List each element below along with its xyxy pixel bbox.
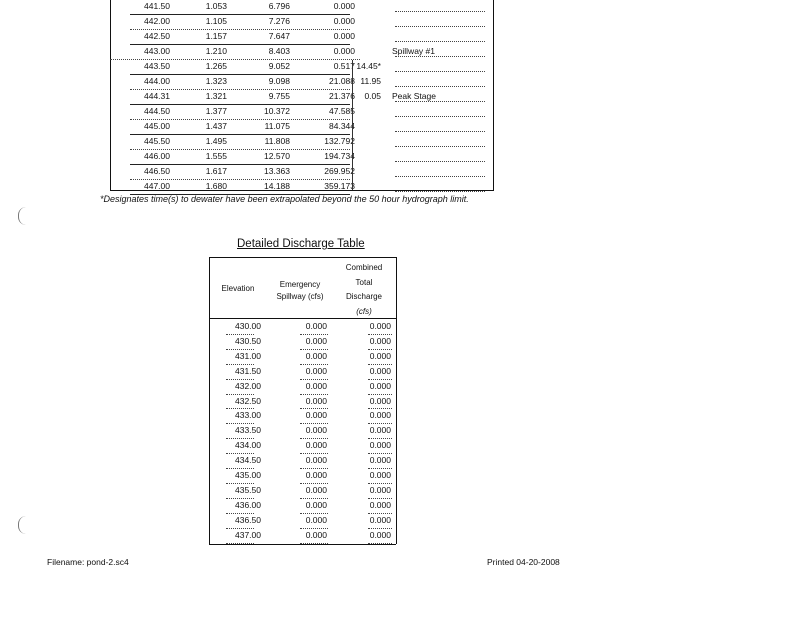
cell-total: 0.000 [369, 365, 391, 376]
row-rule-right [395, 146, 485, 147]
cell-underline [300, 528, 328, 529]
cell-underline [300, 483, 328, 484]
cell-total: 0.000 [369, 425, 391, 436]
row-rule-right [395, 41, 485, 42]
cell-elevation: 446.50 [144, 166, 170, 176]
cell-underline [368, 379, 392, 380]
cell-underline [300, 513, 328, 514]
cell-underline [226, 543, 254, 544]
cell-b: 13.363 [264, 166, 290, 176]
cell-spillway: 0.000 [305, 440, 327, 451]
cell-b: 10.372 [264, 106, 290, 116]
cell-underline [300, 498, 328, 499]
cell-total: 0.000 [369, 410, 391, 421]
cell-underline [300, 453, 328, 454]
cell-underline [368, 364, 392, 365]
cell-b: 11.075 [264, 121, 290, 131]
cell-underline [368, 408, 392, 409]
cell-c: 359.173 [324, 181, 355, 191]
cell-spillway: 0.000 [305, 350, 327, 361]
table-row [110, 105, 493, 120]
cell-a: 1.157 [205, 31, 227, 41]
cell-elevation: 433.50 [235, 425, 261, 436]
row-rule-right [395, 26, 485, 27]
cell-elevation: 434.00 [235, 440, 261, 451]
cell-underline [300, 543, 328, 544]
row-rule-right [395, 71, 485, 72]
table-footnote: *Designates time(s) to dewater have been extrapolated beyond the 50 hour hydrograph limit. [100, 194, 469, 204]
table-row [110, 60, 493, 75]
cell-underline [226, 349, 254, 350]
cell-spillway: 0.000 [305, 380, 327, 391]
cell-a: 1.437 [205, 121, 227, 131]
cell-a: 1.265 [205, 61, 227, 71]
header-emergency-line2: Spillway (cfs) [276, 292, 324, 301]
footer-printed-date: Printed 04-20-2008 [487, 557, 560, 567]
cell-underline [226, 423, 254, 424]
row-rule-right [395, 191, 485, 192]
cell-c: 21.376 [329, 91, 355, 101]
cell-underline [226, 408, 254, 409]
cell-elevation: 443.00 [144, 46, 170, 56]
header-emergency-spillway [266, 279, 334, 303]
cell-a: 1.617 [205, 166, 227, 176]
table-row [110, 45, 493, 60]
cell-underline [368, 543, 392, 544]
row-rule-right [395, 101, 485, 102]
table-row [110, 0, 493, 15]
cell-elevation: 435.50 [235, 484, 261, 495]
cell-underline [368, 423, 392, 424]
discharge-table-title: Detailed Discharge Table [237, 238, 365, 250]
cell-total: 0.000 [369, 380, 391, 391]
cell-total: 0.000 [369, 499, 391, 510]
cell-underline [226, 498, 254, 499]
cell-underline [368, 528, 392, 529]
cell-spillway: 0.000 [305, 395, 327, 406]
cell-underline [226, 364, 254, 365]
cell-elevation: 441.50 [144, 1, 170, 11]
cell-b: 7.276 [268, 16, 290, 26]
cell-elevation: 442.50 [144, 31, 170, 41]
cell-b: 14.188 [264, 181, 290, 191]
cell-spillway: 0.000 [305, 425, 327, 436]
table-row [110, 150, 493, 165]
cell-elevation: 436.00 [235, 499, 261, 510]
cell-c: 0.000 [333, 16, 355, 26]
table-row [110, 75, 493, 90]
cell-underline [300, 438, 328, 439]
cell-d: 14.45* [356, 61, 381, 71]
cell-spillway: 0.000 [305, 321, 327, 331]
row-rule-right [395, 176, 485, 177]
cell-spillway: 0.000 [305, 335, 327, 346]
binder-mark-icon [18, 207, 27, 225]
cell-c: 194.734 [324, 151, 355, 161]
cell-underline [226, 394, 254, 395]
cell-total: 0.000 [369, 484, 391, 495]
cell-total: 0.000 [369, 455, 391, 466]
cell-underline [368, 513, 392, 514]
cell-elevation: 444.50 [144, 106, 170, 116]
row-rule-right [395, 56, 485, 57]
cell-underline [300, 423, 328, 424]
cell-underline [300, 379, 328, 380]
cell-spillway: 0.000 [305, 365, 327, 376]
cell-underline [226, 453, 254, 454]
cell-elevation: 431.50 [235, 365, 261, 376]
cell-elevation: 432.00 [235, 380, 261, 391]
cell-underline [226, 334, 254, 335]
cell-elevation: 432.50 [235, 395, 261, 406]
cell-underline [368, 394, 392, 395]
cell-elevation: 443.50 [144, 61, 170, 71]
cell-underline [300, 349, 328, 350]
cell-b: 9.052 [268, 61, 290, 71]
cell-c: 47.585 [329, 106, 355, 116]
cell-total: 0.000 [369, 514, 391, 525]
header-emergency-line1: Emergency [279, 280, 321, 289]
cell-elevation: 430.50 [235, 335, 261, 346]
header-combined-line3: Discharge [345, 292, 382, 301]
cell-b: 8.403 [268, 46, 290, 56]
cell-total: 0.000 [369, 350, 391, 361]
row-rule-right [395, 131, 485, 132]
header-combined-line4: (cfs) [356, 306, 372, 316]
cell-elevation: 445.00 [144, 121, 170, 131]
cell-underline [368, 334, 392, 335]
cell-a: 1.495 [205, 136, 227, 146]
cell-underline [300, 364, 328, 365]
cell-a: 1.210 [205, 46, 227, 56]
cell-b: 12.570 [264, 151, 290, 161]
cell-c: 84.344 [329, 121, 355, 131]
cell-a: 1.680 [205, 181, 227, 191]
cell-underline [226, 513, 254, 514]
cell-spillway: 0.000 [305, 410, 327, 421]
cell-underline [368, 483, 392, 484]
cell-c: 0.000 [333, 1, 355, 11]
cell-d: 0.05 [364, 91, 381, 101]
cell-total: 0.000 [369, 470, 391, 480]
cell-a: 1.555 [205, 151, 227, 161]
cell-total: 0.000 [369, 440, 391, 451]
cell-elevation: 437.00 [235, 529, 261, 540]
cell-a: 1.323 [205, 76, 227, 86]
cell-spillway: 0.000 [305, 529, 327, 540]
cell-d: 11.95 [360, 76, 381, 86]
table-row [110, 120, 493, 135]
cell-elevation: 436.50 [235, 514, 261, 525]
cell-spillway: 0.000 [305, 470, 327, 480]
row-rule-right [395, 86, 485, 87]
cell-elevation: 434.50 [235, 455, 261, 466]
cell-spillway: 0.000 [305, 514, 327, 525]
cell-spillway: 0.000 [305, 455, 327, 466]
cell-a: 1.321 [205, 91, 227, 101]
cell-underline [300, 334, 328, 335]
column-divider [352, 60, 353, 190]
header-combined-line1: Combined [345, 263, 383, 272]
cell-elevation: 433.00 [235, 410, 261, 421]
cell-c: 21.088 [329, 76, 355, 86]
binder-mark-icon [18, 516, 27, 534]
cell-e: Spillway #1 [392, 46, 435, 56]
cell-total: 0.000 [369, 529, 391, 540]
footer-filename: Filename: pond-2.sc4 [47, 557, 129, 567]
cell-underline [226, 438, 254, 439]
cell-underline [368, 349, 392, 350]
cell-elevation: 431.00 [235, 350, 261, 361]
table-row [110, 30, 493, 45]
table-row [110, 180, 493, 195]
cell-total: 0.000 [369, 335, 391, 346]
cell-underline [300, 468, 328, 469]
cell-a: 1.105 [205, 16, 227, 26]
cell-elevation: 430.00 [235, 321, 261, 331]
cell-b: 9.755 [268, 91, 290, 101]
cell-elevation: 444.00 [144, 76, 170, 86]
cell-underline [300, 394, 328, 395]
cell-total: 0.000 [369, 395, 391, 406]
cell-b: 6.796 [268, 1, 290, 11]
cell-underline [368, 498, 392, 499]
cell-b: 9.098 [268, 76, 290, 86]
cell-spillway: 0.000 [305, 484, 327, 495]
cell-elevation: 435.00 [235, 470, 261, 480]
discharge-table-top-rule [209, 257, 396, 258]
cell-underline [368, 453, 392, 454]
cell-elevation: 444.31 [144, 91, 170, 101]
row-rule-right [395, 161, 485, 162]
cell-underline [368, 468, 392, 469]
cell-spillway: 0.000 [305, 499, 327, 510]
cell-elevation: 447.00 [144, 181, 170, 191]
cell-underline [226, 468, 254, 469]
header-elevation: Elevation [221, 284, 255, 293]
row-rule-right [395, 11, 485, 12]
cell-underline [300, 408, 328, 409]
table-row [110, 15, 493, 30]
cell-c: 0.000 [333, 46, 355, 56]
cell-underline [226, 379, 254, 380]
cell-a: 1.377 [205, 106, 227, 116]
cell-underline [226, 528, 254, 529]
cell-underline [368, 438, 392, 439]
cell-b: 11.808 [264, 136, 290, 146]
cell-a: 1.053 [205, 1, 227, 11]
header-combined-discharge [336, 261, 392, 319]
cell-b: 7.647 [268, 31, 290, 41]
cell-elevation: 446.00 [144, 151, 170, 161]
row-rule-right [395, 116, 485, 117]
cell-c: 0.000 [333, 31, 355, 41]
cell-c: 0.517 [333, 61, 355, 71]
table-row [110, 90, 493, 105]
cell-c: 269.952 [324, 166, 355, 176]
header-combined-line2: Total [355, 277, 373, 287]
cell-total: 0.000 [369, 321, 391, 331]
cell-underline [226, 483, 254, 484]
cell-elevation: 445.50 [144, 136, 170, 146]
cell-e: Peak Stage [392, 91, 436, 101]
cell-c: 132.792 [324, 136, 355, 146]
table-row [110, 135, 493, 150]
table-row [110, 165, 493, 180]
cell-elevation: 442.00 [144, 16, 170, 26]
